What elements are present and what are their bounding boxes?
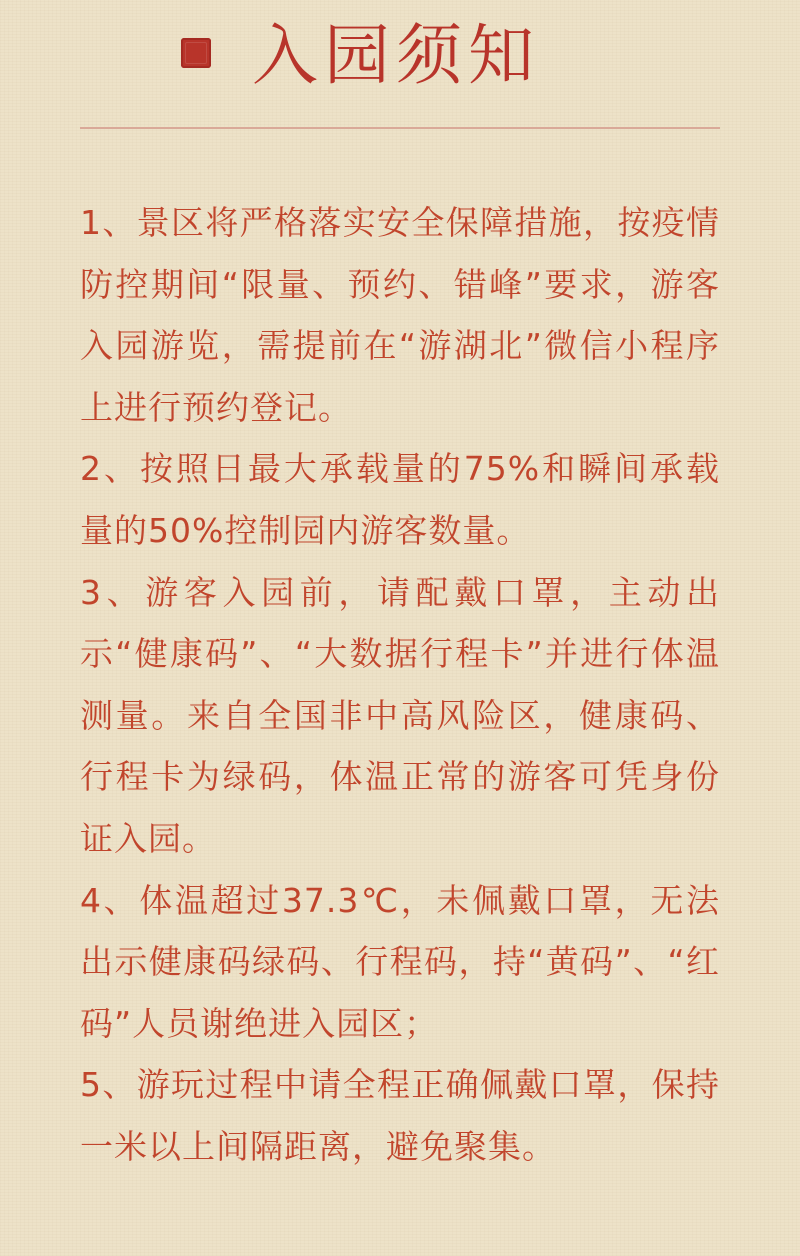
notice-item-4: 4、体温超过37.3℃，未佩戴口罩，无法出示健康码绿码、行程码，持“黄码”、“红码”人员谢绝进入园区； [80, 880, 720, 1043]
notice-item-1: 1、景区将严格落实安全保障措施，按疫情防控期间“限量、预约、错峰”要求，游客入园游览，需提前在“游湖北”微信小程序上进行预约登记。 [80, 203, 720, 427]
notice-item-5: 5、游玩过程中请全程正确佩戴口罩，保持一米以上间隔距离，避免聚集。 [80, 1065, 720, 1166]
notice-item-3: 3、游客入园前，请配戴口罩，主动出示“健康码”、“大数据行程卡”并进行体温测量。来自全国非中高风险区，健康码、行程卡为绿码，体温正常的游客可凭身份证入园。 [80, 572, 720, 858]
square-bullet-icon [181, 38, 211, 68]
notice-list [80, 192, 720, 1178]
page-title: 入园须知 [252, 17, 540, 94]
header-divider [80, 127, 720, 129]
notice-item-2: 2、按照日最大承载量的75%和瞬间承载量的50%控制园内游客数量。 [80, 449, 720, 550]
notice-header [0, 0, 800, 125]
